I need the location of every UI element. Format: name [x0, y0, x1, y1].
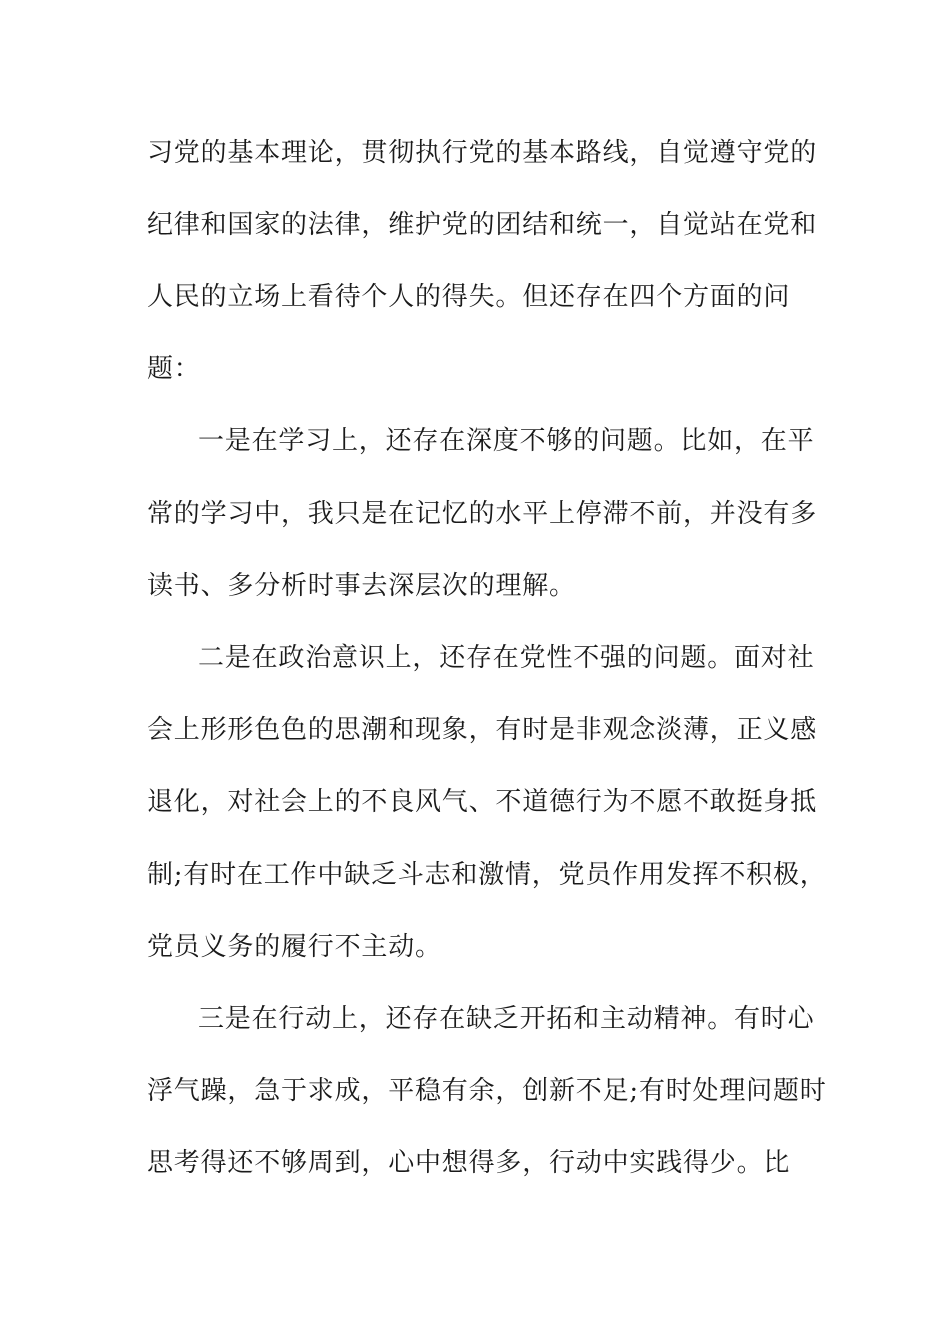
text-line: 退化，对社会上的不良风气、不道德行为不愿不敢挺身抵 [147, 787, 818, 817]
text-line: 浮气躁，急于求成，平稳有余，创新不足;有时处理问题时 [147, 1076, 827, 1106]
text-line: 题： [147, 354, 201, 384]
text-line: 读书、多分析时事去深层次的理解。 [147, 571, 576, 601]
text-line: 思考得还不够周到，心中想得多，行动中实践得少。比 [147, 1148, 791, 1178]
text-line: 制;有时在工作中缺乏斗志和激情，党员作用发挥不积极， [147, 860, 827, 890]
text-line: 党员义务的履行不主动。 [147, 932, 442, 962]
text-line: 纪律和国家的法律，维护党的团结和统一，自觉站在党和 [147, 210, 818, 240]
paragraph-start-line: 三是在行动上，还存在缺乏开拓和主动精神。有时心 [198, 1004, 815, 1034]
paragraph-start-line: 一是在学习上，还存在深度不够的问题。比如，在平 [198, 426, 815, 456]
text-line: 常的学习中，我只是在记忆的水平上停滞不前，并没有多 [147, 499, 818, 529]
text-line: 习党的基本理论，贯彻执行党的基本路线，自觉遵守党的 [147, 138, 818, 168]
text-line: 会上形形色色的思潮和现象，有时是非观念淡薄，正义感 [147, 715, 818, 745]
text-line: 人民的立场上看待个人的得失。但还存在四个方面的问 [147, 282, 791, 312]
paragraph-start-line: 二是在政治意识上，还存在党性不强的问题。面对社 [198, 643, 815, 673]
